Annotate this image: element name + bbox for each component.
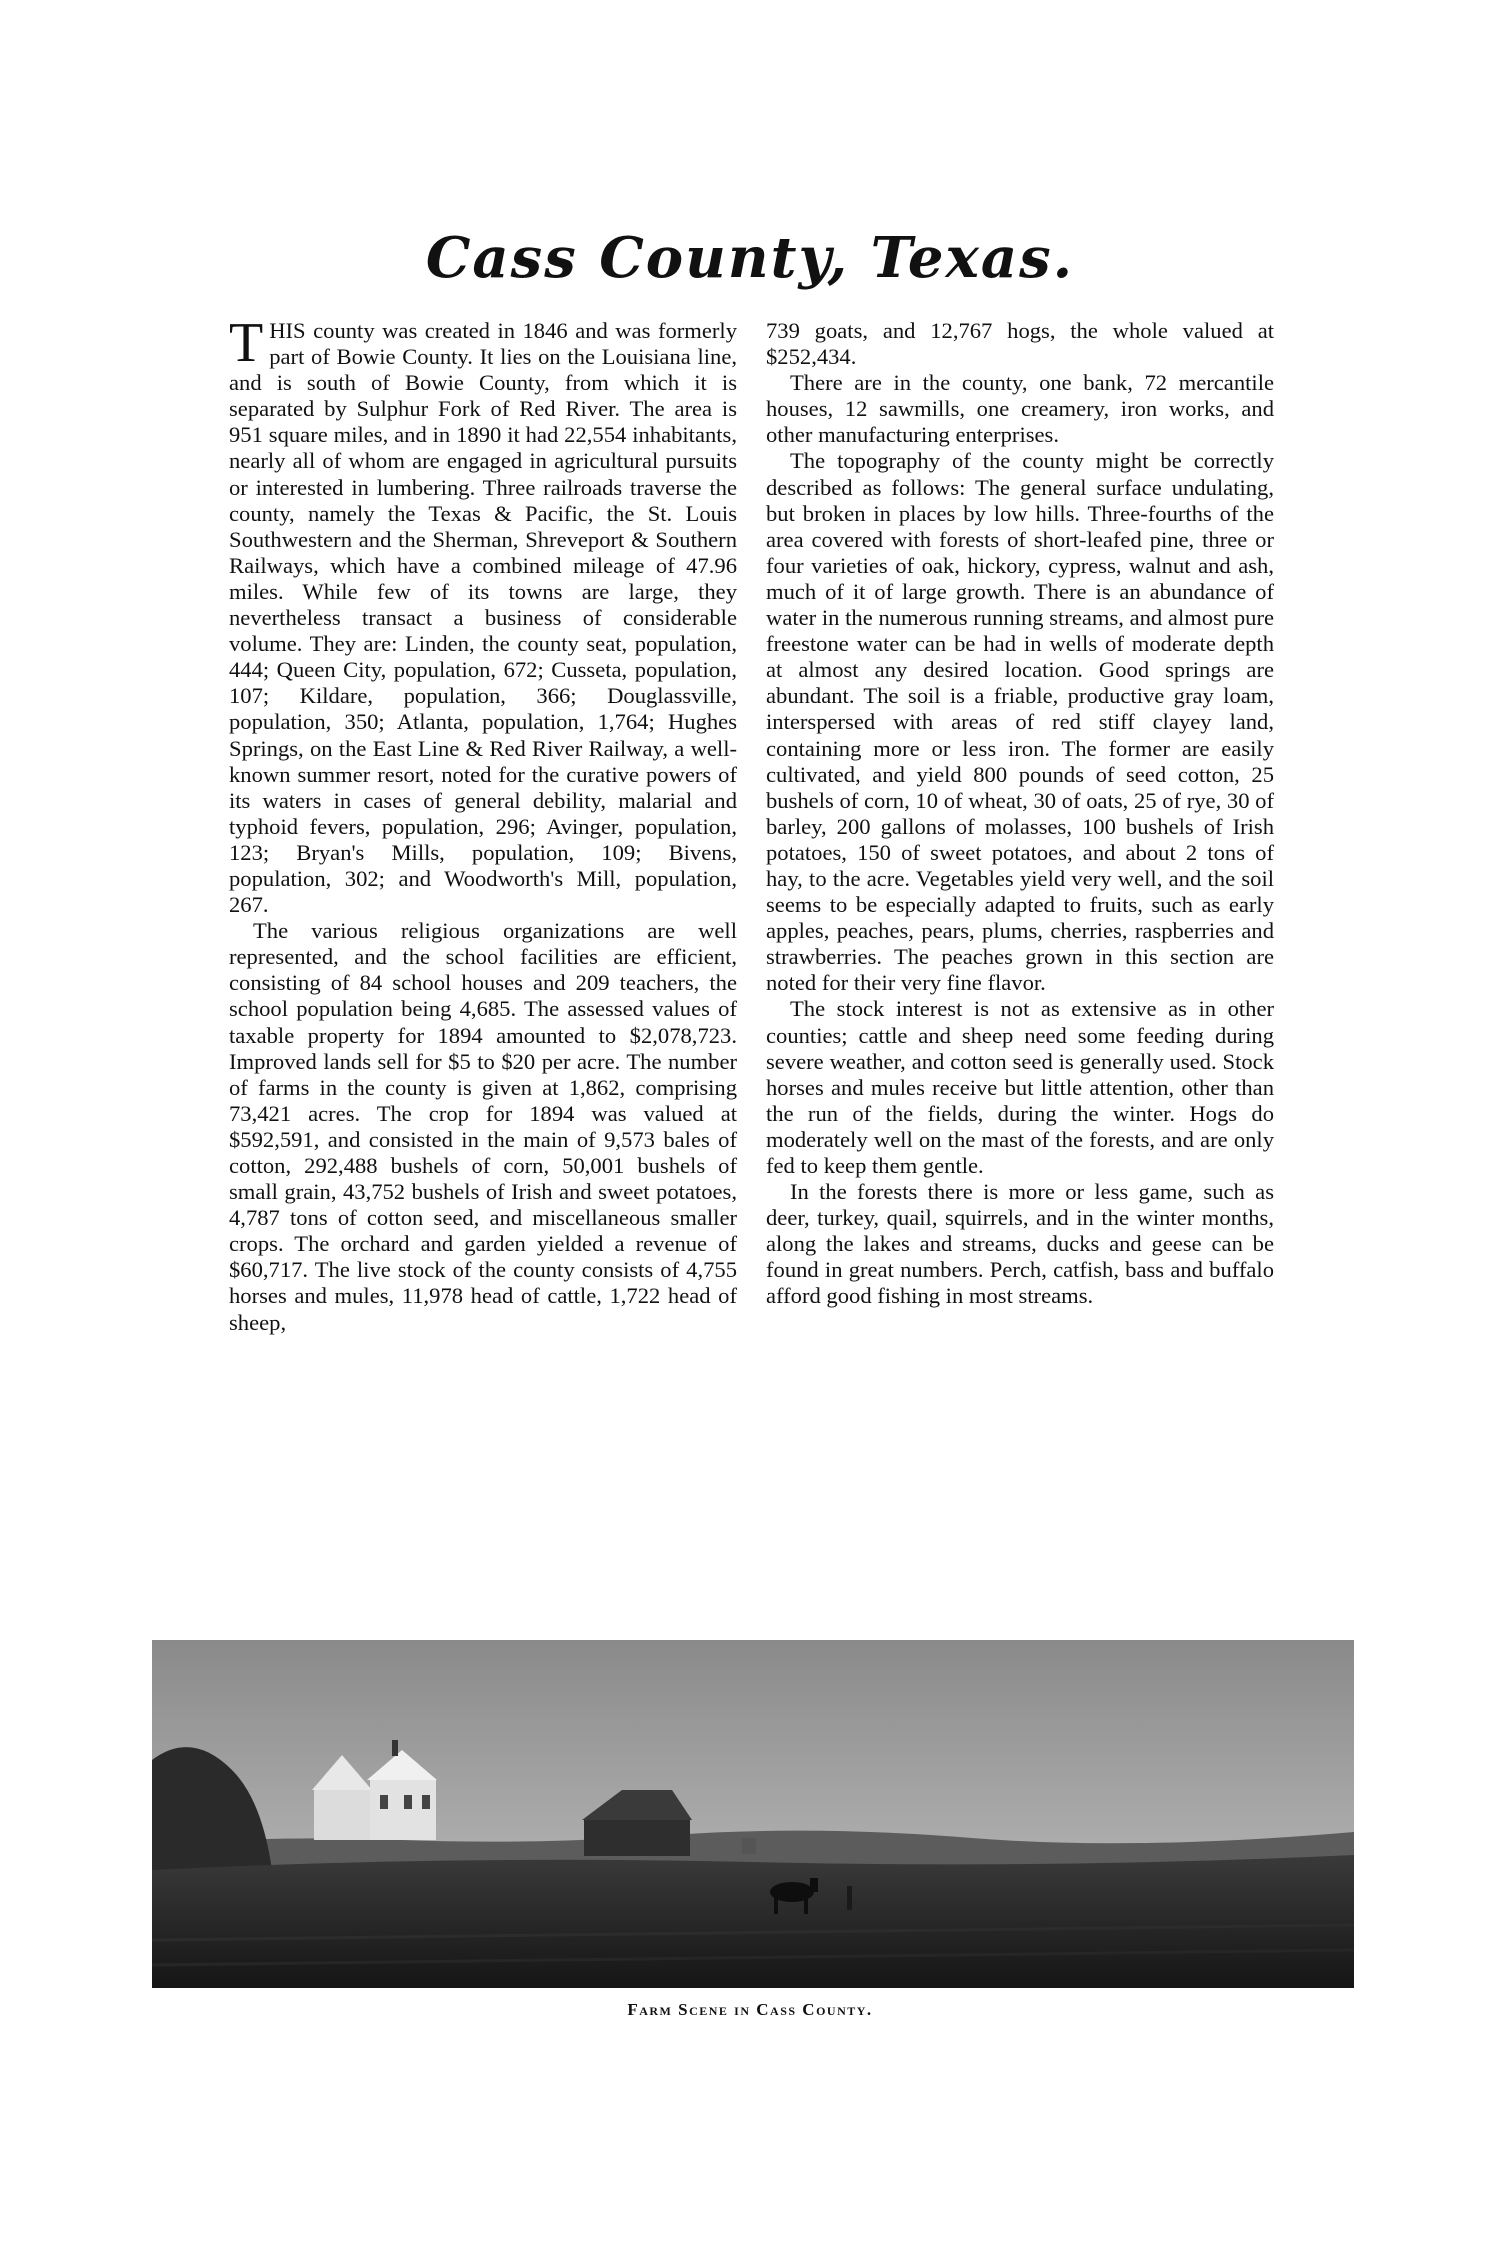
paragraph: In the forests there is more or less game, such as deer, turkey, quail, squirrels, and in the winter months, along the lakes and streams, ducks and geese can be found in great numbers. Perch, catfish, bass and buffalo afford good fishing in most streams. xyxy=(766,1179,1274,1309)
paragraph-text: HIS county was created in 1846 and was formerly part of Bowie County. It lies on the Louisiana line, and is south of Bowie County, from which it is separated by Sulphur Fork of Red River. The area is 951 square miles, and in 1890 it had 22,554 inhabitants, nearly all of whom are engaged in agricultural pursuits or interested in lumbering. Three railroads traverse the county, namely the Texas & Pacific, the St. Louis Southwestern and the Sherman, Shreveport & Southern Railways, which have a combined mileage of 47.96 miles. While few of its towns are large, they nevertheless transact a business of considerable volume. They are: Linden, the county seat, population, 444; Queen City, population, 672; Cusseta, population, 107; Kildare, population, 366; Douglassville, population, 350; Atlanta, population, 1,764; Hughes Springs, on the East Line & Red River Railway, a well-known summer resort, noted for the curative powers of its waters in cases of general debility, malarial and typhoid fevers, population, 296; Avinger, population, 123; Bryan's Mills, population, 109; Bivens, population, 302; and Woodworth's Mill, population, 267. xyxy=(229,318,737,918)
paragraph: The topography of the county might be correctly described as follows: The general surface undulating, but broken in places by low hills. Three-fourths of the area covered with forests of short-leafed pine, three or four varieties of oak, hickory, cypress, walnut and ash, much of it of large growth. There is an abundance of water in the numerous running streams, and almost pure freestone water can be had in wells of moderate depth at almost any desired location. Good springs are abundant. The soil is a friable, productive gray loam, interspersed with areas of red stiff clayey land, containing more or less iron. The former are easily cultivated, and yield 800 pounds of seed cotton, 25 bushels of corn, 10 of wheat, 30 of oats, 25 of rye, 30 of barley, 200 gallons of molasses, 100 bushels of Irish potatoes, 150 of sweet potatoes, and about 2 tons of hay, to the acre. Vegetables yield very well, and the soil seems to be especially adapted to fruits, such as early apples, peaches, pears, plums, cherries, raspberries and strawberries. The peaches grown in this section are noted for their very fine flavor. xyxy=(766,448,1274,996)
photo-caption: Farm Scene in Cass County. xyxy=(627,2000,873,2019)
page-title: Cass County, Texas. xyxy=(425,225,1075,291)
drop-cap: T xyxy=(229,312,264,374)
paragraph: The various religious organizations are well represented, and the school facilities are efficient, consisting of 84 school houses and 209 teachers, the school population being 4,685. The assessed values of taxable property for 1894 amounted to $2,078,723. Improved lands sell for $5 to $20 per acre. The number of farms in the county is given at 1,862, comprising 73,421 acres. The crop for 1894 was valued at $592,591, and consisted in the main of 9,573 bales of cotton, 292,488 bushels of corn, 50,001 bushels of small grain, 43,752 bushels of Irish and sweet potatoes, 4,787 tons of cotton seed, and miscellaneous smaller crops. The orchard and garden yielded a revenue of $60,717. The live stock of the county consists of 4,755 horses and mules, 11,978 head of cattle, 1,722 head of sheep, xyxy=(229,918,737,1335)
paragraph: The stock interest is not as extensive as in other counties; cattle and sheep need some feeding during severe weather, and cotton seed is generally used. Stock horses and mules receive but little attention, other than the run of the fields, during the winter. Hogs do moderately well on the mast of the forests, and are only fed to keep them gentle. xyxy=(766,996,1274,1178)
right-column xyxy=(766,318,1274,1310)
paragraph: There are in the county, one bank, 72 mercantile houses, 12 sawmills, one creamery, iron works, and other manufacturing enterprises. xyxy=(766,370,1274,448)
farm-scene-photo xyxy=(152,1640,1354,1988)
paragraph: 739 goats, and 12,767 hogs, the whole valued at $252,434. xyxy=(766,318,1274,370)
left-column xyxy=(229,312,737,1336)
farm-scene-illustration xyxy=(152,1640,1354,1988)
paragraph xyxy=(229,312,737,918)
